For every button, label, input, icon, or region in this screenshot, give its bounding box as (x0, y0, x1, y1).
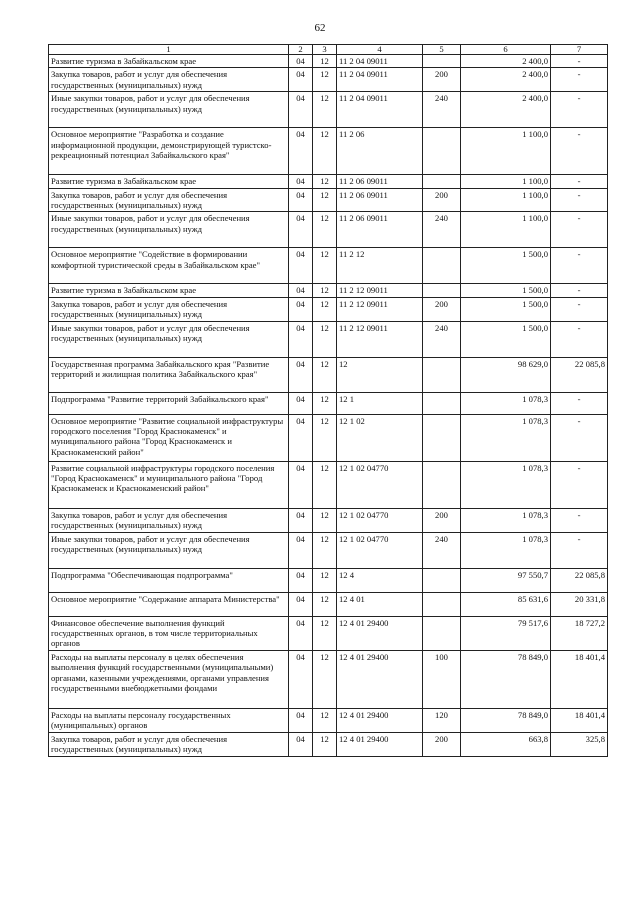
row-target-code-cell: 11 2 06 09011 (337, 175, 423, 188)
row-target-code-cell: 11 2 04 09011 (337, 55, 423, 68)
row-expense-type-cell (423, 357, 461, 392)
row-name-cell: Расходы на выплаты персоналу государственных (муниципальных) органов (49, 708, 289, 732)
row-target-code-cell: 11 2 04 09011 (337, 92, 423, 128)
row-amount-2-cell: - (551, 532, 608, 568)
row-amount-cell: 2 400,0 (461, 92, 551, 128)
table-row (49, 321, 608, 357)
table-row (49, 592, 608, 616)
row-amount-cell: 1 500,0 (461, 248, 551, 284)
row-name-cell: Основное мероприятие "Содействие в формировании комфортной туристической среды в Забайкальском крае" (49, 248, 289, 284)
table-row (49, 532, 608, 568)
row-amount-cell: 1 078,3 (461, 532, 551, 568)
table-row (49, 68, 608, 92)
table-header-row (49, 45, 608, 55)
row-target-code-cell: 11 2 12 09011 (337, 284, 423, 297)
row-section-cell: 04 (289, 732, 313, 756)
row-amount-cell: 1 500,0 (461, 321, 551, 357)
row-expense-type-cell (423, 414, 461, 461)
table-row (49, 212, 608, 248)
header-cell: 5 (423, 45, 461, 55)
row-subsection-cell: 12 (313, 248, 337, 284)
row-amount-cell: 2 400,0 (461, 55, 551, 68)
row-expense-type-cell (423, 128, 461, 175)
header-cell: 6 (461, 45, 551, 55)
row-name-cell: Основное мероприятие "Содержание аппарата Министерства" (49, 592, 289, 616)
row-amount-2-cell: - (551, 55, 608, 68)
row-section-cell: 04 (289, 414, 313, 461)
row-target-code-cell: 12 4 (337, 568, 423, 592)
row-amount-2-cell: - (551, 284, 608, 297)
row-expense-type-cell: 240 (423, 212, 461, 248)
row-section-cell: 04 (289, 212, 313, 248)
row-expense-type-cell: 240 (423, 532, 461, 568)
row-amount-cell: 2 400,0 (461, 68, 551, 92)
row-section-cell: 04 (289, 592, 313, 616)
row-target-code-cell: 11 2 12 09011 (337, 297, 423, 321)
row-target-code-cell: 12 1 02 04770 (337, 532, 423, 568)
row-section-cell: 04 (289, 616, 313, 650)
row-target-code-cell: 11 2 06 09011 (337, 188, 423, 212)
row-amount-cell: 1 078,3 (461, 392, 551, 414)
row-name-cell: Развитие социальной инфраструктуры городского поселения "Город Краснокаменск" и муниципального района "Город Краснокаменск и Краснокаменский район" (49, 461, 289, 508)
row-name-cell: Развитие туризма в Забайкальском крае (49, 175, 289, 188)
row-expense-type-cell: 200 (423, 732, 461, 756)
row-section-cell: 04 (289, 175, 313, 188)
row-expense-type-cell (423, 392, 461, 414)
row-subsection-cell: 12 (313, 68, 337, 92)
row-amount-2-cell: - (551, 321, 608, 357)
row-subsection-cell: 12 (313, 92, 337, 128)
row-subsection-cell: 12 (313, 128, 337, 175)
row-subsection-cell: 12 (313, 708, 337, 732)
row-expense-type-cell: 100 (423, 650, 461, 708)
row-subsection-cell: 12 (313, 461, 337, 508)
row-subsection-cell: 12 (313, 616, 337, 650)
row-amount-2-cell: - (551, 414, 608, 461)
row-amount-2-cell: - (551, 248, 608, 284)
table-row (49, 357, 608, 392)
row-name-cell: Иные закупки товаров, работ и услуг для обеспечения государственных (муниципальных) нужд (49, 212, 289, 248)
row-subsection-cell: 12 (313, 592, 337, 616)
row-amount-2-cell: - (551, 461, 608, 508)
row-amount-cell: 79 517,6 (461, 616, 551, 650)
row-section-cell: 04 (289, 568, 313, 592)
row-subsection-cell: 12 (313, 297, 337, 321)
row-amount-cell: 1 100,0 (461, 188, 551, 212)
row-subsection-cell: 12 (313, 321, 337, 357)
row-amount-cell: 1 100,0 (461, 175, 551, 188)
row-expense-type-cell (423, 55, 461, 68)
row-section-cell: 04 (289, 128, 313, 175)
header-cell: 4 (337, 45, 423, 55)
row-target-code-cell: 11 2 06 (337, 128, 423, 175)
row-name-cell: Подпрограмма "Обеспечивающая подпрограмма" (49, 568, 289, 592)
row-name-cell: Основное мероприятие "Развитие социальной инфраструктуры городского поселения "Город Краснокаменск" и муниципального района "Город Краснокаменск и Краснокаменский район" (49, 414, 289, 461)
table-row (49, 188, 608, 212)
row-amount-2-cell: - (551, 212, 608, 248)
row-amount-cell: 663,8 (461, 732, 551, 756)
row-target-code-cell: 12 4 01 29400 (337, 650, 423, 708)
row-subsection-cell: 12 (313, 212, 337, 248)
row-target-code-cell: 12 (337, 357, 423, 392)
header-cell: 3 (313, 45, 337, 55)
row-amount-cell: 85 631,6 (461, 592, 551, 616)
row-target-code-cell: 12 1 02 04770 (337, 461, 423, 508)
row-expense-type-cell: 200 (423, 188, 461, 212)
row-amount-2-cell: - (551, 128, 608, 175)
header-cell: 1 (49, 45, 289, 55)
row-expense-type-cell: 200 (423, 508, 461, 532)
row-section-cell: 04 (289, 92, 313, 128)
row-target-code-cell: 11 2 04 09011 (337, 68, 423, 92)
row-name-cell: Финансовое обеспечение выполнения функций государственных органов, в том числе территориальных органов (49, 616, 289, 650)
row-target-code-cell: 12 4 01 (337, 592, 423, 616)
row-target-code-cell: 12 1 (337, 392, 423, 414)
row-amount-2-cell: 325,8 (551, 732, 608, 756)
row-amount-2-cell: - (551, 175, 608, 188)
table-row (49, 616, 608, 650)
row-name-cell: Основное мероприятие "Разработка и создание информационной продукции, демонстрирующей туристско-рекреационный потенциал Забайкальского края" (49, 128, 289, 175)
row-section-cell: 04 (289, 392, 313, 414)
row-subsection-cell: 12 (313, 568, 337, 592)
row-expense-type-cell (423, 461, 461, 508)
row-amount-2-cell: 18 401,4 (551, 708, 608, 732)
table-row (49, 461, 608, 508)
row-amount-cell: 97 550,7 (461, 568, 551, 592)
table-row (49, 650, 608, 708)
row-subsection-cell: 12 (313, 284, 337, 297)
row-amount-2-cell: 22 085,8 (551, 357, 608, 392)
row-amount-cell: 78 849,0 (461, 650, 551, 708)
row-subsection-cell: 12 (313, 732, 337, 756)
row-amount-cell: 78 849,0 (461, 708, 551, 732)
header-cell: 2 (289, 45, 313, 55)
row-expense-type-cell (423, 568, 461, 592)
row-section-cell: 04 (289, 55, 313, 68)
table-row (49, 128, 608, 175)
row-amount-2-cell: 18 401,4 (551, 650, 608, 708)
row-section-cell: 04 (289, 248, 313, 284)
row-expense-type-cell: 200 (423, 297, 461, 321)
row-section-cell: 04 (289, 68, 313, 92)
row-expense-type-cell (423, 248, 461, 284)
row-name-cell: Закупка товаров, работ и услуг для обеспечения государственных (муниципальных) нужд (49, 732, 289, 756)
row-subsection-cell: 12 (313, 414, 337, 461)
row-amount-2-cell: - (551, 392, 608, 414)
row-subsection-cell: 12 (313, 650, 337, 708)
row-target-code-cell: 12 1 02 04770 (337, 508, 423, 532)
row-amount-cell: 1 078,3 (461, 414, 551, 461)
row-amount-2-cell: - (551, 297, 608, 321)
page-number: 62 (314, 22, 326, 34)
table-row (49, 92, 608, 128)
row-name-cell: Закупка товаров, работ и услуг для обеспечения государственных (муниципальных) нужд (49, 297, 289, 321)
row-target-code-cell: 11 2 12 (337, 248, 423, 284)
table-row (49, 708, 608, 732)
row-amount-2-cell: - (551, 508, 608, 532)
row-section-cell: 04 (289, 321, 313, 357)
row-expense-type-cell (423, 284, 461, 297)
row-subsection-cell: 12 (313, 357, 337, 392)
row-section-cell: 04 (289, 188, 313, 212)
row-expense-type-cell: 240 (423, 321, 461, 357)
row-section-cell: 04 (289, 532, 313, 568)
row-amount-cell: 98 629,0 (461, 357, 551, 392)
row-name-cell: Подпрограмма "Развитие территорий Забайкальского края" (49, 392, 289, 414)
row-subsection-cell: 12 (313, 175, 337, 188)
row-target-code-cell: 12 4 01 29400 (337, 708, 423, 732)
row-expense-type-cell: 120 (423, 708, 461, 732)
row-name-cell: Иные закупки товаров, работ и услуг для обеспечения государственных (муниципальных) нужд (49, 532, 289, 568)
row-amount-2-cell: - (551, 188, 608, 212)
row-amount-cell: 1 500,0 (461, 284, 551, 297)
row-expense-type-cell (423, 592, 461, 616)
row-expense-type-cell: 200 (423, 68, 461, 92)
row-name-cell: Иные закупки товаров, работ и услуг для обеспечения государственных (муниципальных) нужд (49, 321, 289, 357)
row-target-code-cell: 12 1 02 (337, 414, 423, 461)
table-row (49, 508, 608, 532)
row-subsection-cell: 12 (313, 532, 337, 568)
row-amount-cell: 1 078,3 (461, 508, 551, 532)
row-subsection-cell: 12 (313, 188, 337, 212)
row-name-cell: Развитие туризма в Забайкальском крае (49, 284, 289, 297)
row-section-cell: 04 (289, 508, 313, 532)
table-row (49, 175, 608, 188)
row-amount-2-cell: 18 727,2 (551, 616, 608, 650)
row-target-code-cell: 11 2 06 09011 (337, 212, 423, 248)
row-expense-type-cell (423, 616, 461, 650)
row-name-cell: Расходы на выплаты персоналу в целях обеспечения выполнения функций государственными (муниципальными) органами, казенными учреждениями, органами управления государственными внебюджетными фондами (49, 650, 289, 708)
row-name-cell: Государственная программа Забайкальского края "Развитие территорий и жилищная политика Забайкальского края" (49, 357, 289, 392)
row-name-cell: Закупка товаров, работ и услуг для обеспечения государственных (муниципальных) нужд (49, 508, 289, 532)
row-name-cell: Иные закупки товаров, работ и услуг для обеспечения государственных (муниципальных) нужд (49, 92, 289, 128)
row-amount-cell: 1 100,0 (461, 128, 551, 175)
row-amount-cell: 1 078,3 (461, 461, 551, 508)
row-subsection-cell: 12 (313, 55, 337, 68)
row-name-cell: Закупка товаров, работ и услуг для обеспечения государственных (муниципальных) нужд (49, 188, 289, 212)
row-section-cell: 04 (289, 708, 313, 732)
row-amount-2-cell: - (551, 68, 608, 92)
header-cell: 7 (551, 45, 608, 55)
row-name-cell: Закупка товаров, работ и услуг для обеспечения государственных (муниципальных) нужд (49, 68, 289, 92)
row-amount-cell: 1 500,0 (461, 297, 551, 321)
row-target-code-cell: 12 4 01 29400 (337, 616, 423, 650)
row-amount-2-cell: - (551, 92, 608, 128)
row-amount-cell: 1 100,0 (461, 212, 551, 248)
row-expense-type-cell: 240 (423, 92, 461, 128)
row-section-cell: 04 (289, 357, 313, 392)
row-section-cell: 04 (289, 461, 313, 508)
table-row (49, 414, 608, 461)
row-section-cell: 04 (289, 297, 313, 321)
row-amount-2-cell: 22 085,8 (551, 568, 608, 592)
table-row (49, 732, 608, 756)
row-section-cell: 04 (289, 650, 313, 708)
row-subsection-cell: 12 (313, 508, 337, 532)
row-subsection-cell: 12 (313, 392, 337, 414)
row-amount-2-cell: 20 331,8 (551, 592, 608, 616)
table-row (49, 284, 608, 297)
row-target-code-cell: 12 4 01 29400 (337, 732, 423, 756)
row-name-cell: Развитие туризма в Забайкальском крае (49, 55, 289, 68)
table-row (49, 248, 608, 284)
budget-table (48, 44, 608, 757)
row-expense-type-cell (423, 175, 461, 188)
table-body (49, 55, 608, 757)
table-row (49, 392, 608, 414)
table-row (49, 55, 608, 68)
table-row (49, 297, 608, 321)
row-target-code-cell: 11 2 12 09011 (337, 321, 423, 357)
table-row (49, 568, 608, 592)
row-section-cell: 04 (289, 284, 313, 297)
